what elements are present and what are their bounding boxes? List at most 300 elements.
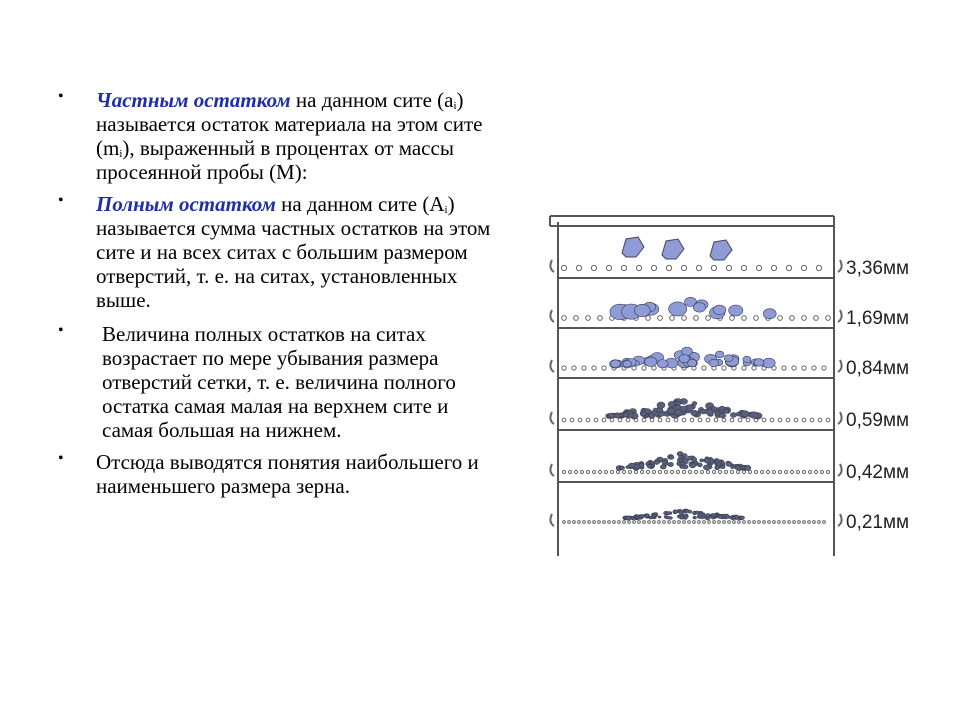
- mesh-hole: [783, 521, 786, 524]
- clamp-left: [550, 310, 554, 322]
- clamp-left: [550, 514, 554, 526]
- mesh-hole: [682, 470, 685, 473]
- mesh-hole: [818, 418, 822, 422]
- mesh-hole: [593, 521, 596, 524]
- mesh-hole: [618, 418, 622, 422]
- mesh-hole: [592, 366, 596, 370]
- mesh-hole: [742, 366, 746, 370]
- mesh-hole: [714, 418, 718, 422]
- grain: [754, 359, 764, 367]
- mesh-hole: [582, 366, 586, 370]
- sieve-size-label: 3,36мм: [846, 258, 910, 279]
- clamp-left: [550, 464, 554, 476]
- mesh-hole: [712, 470, 715, 473]
- mesh-hole: [756, 265, 761, 270]
- grain: [636, 516, 639, 518]
- mesh-hole: [723, 521, 726, 524]
- mesh-hole: [664, 470, 667, 473]
- grain: [652, 515, 656, 518]
- mesh-hole: [790, 316, 795, 321]
- grain: [647, 464, 652, 468]
- mesh-hole: [771, 265, 776, 270]
- mesh-hole: [722, 418, 726, 422]
- grain: [669, 517, 672, 520]
- clamp-right: [838, 260, 842, 272]
- bullet-full-residue: [58, 192, 498, 312]
- mesh-hole: [814, 316, 819, 321]
- mesh-hole: [570, 418, 574, 422]
- mesh-hole: [683, 521, 686, 524]
- mesh-hole: [736, 470, 739, 473]
- mesh-hole: [628, 470, 631, 473]
- mesh-hole: [808, 470, 811, 473]
- mesh-hole: [786, 418, 790, 422]
- grain: [679, 455, 683, 458]
- mesh-hole: [802, 366, 806, 370]
- mesh-hole: [738, 521, 741, 524]
- mesh-hole: [754, 470, 757, 473]
- mesh-hole: [632, 366, 636, 370]
- mesh-hole: [652, 470, 655, 473]
- grain: [719, 413, 725, 418]
- grain: [669, 302, 687, 316]
- mesh-hole: [673, 521, 676, 524]
- sieve-size-label: 0,59мм: [846, 410, 910, 431]
- bullet-partial-residue: [58, 88, 498, 184]
- sieve-stack-figure: [544, 206, 934, 562]
- mesh-hole: [666, 418, 670, 422]
- clamp-right: [838, 464, 842, 476]
- mesh-hole: [826, 418, 830, 422]
- grain: [698, 513, 703, 517]
- grain: [703, 465, 709, 470]
- mesh-hole: [784, 470, 787, 473]
- mesh-hole: [724, 470, 727, 473]
- text: ), выраженный в процентах от массы просеянной пробы (M):: [96, 136, 454, 184]
- mesh-hole: [742, 470, 745, 473]
- mesh-hole: [748, 521, 751, 524]
- mesh-hole: [580, 470, 583, 473]
- clamp-right: [838, 412, 842, 424]
- mesh-hole: [622, 470, 625, 473]
- mesh-hole: [573, 521, 576, 524]
- mesh-hole: [820, 470, 823, 473]
- mesh-hole: [604, 470, 607, 473]
- mesh-hole: [642, 418, 646, 422]
- grain: [682, 347, 693, 355]
- grain: [724, 355, 733, 362]
- mesh-hole: [608, 521, 611, 524]
- mesh-hole: [598, 470, 601, 473]
- grain: [679, 511, 684, 515]
- mesh-hole: [778, 470, 781, 473]
- grain: [730, 413, 736, 418]
- mesh-hole: [823, 521, 826, 524]
- mesh-hole: [698, 521, 701, 524]
- text: на данном сите (A: [275, 192, 445, 216]
- grain: [732, 516, 736, 519]
- mesh-hole: [591, 265, 596, 270]
- mesh-hole: [562, 418, 566, 422]
- mesh-hole: [681, 265, 686, 270]
- grain: [666, 512, 670, 515]
- mesh-hole: [628, 521, 631, 524]
- bullet-dot: •: [58, 322, 64, 339]
- grain: [662, 461, 666, 464]
- mesh-hole: [613, 521, 616, 524]
- mesh-hole: [633, 521, 636, 524]
- clamp-right: [838, 514, 842, 526]
- mesh-hole: [642, 366, 646, 370]
- grain: [721, 466, 725, 469]
- mesh-hole: [568, 521, 571, 524]
- mesh-hole: [814, 470, 817, 473]
- mesh-hole: [616, 470, 619, 473]
- mesh-hole: [706, 470, 709, 473]
- grain: [715, 351, 724, 358]
- text: ) называется остаток материала на этом сите (m: [96, 88, 483, 160]
- mesh-hole: [561, 265, 566, 270]
- mesh-hole: [576, 265, 581, 270]
- mesh-hole: [803, 521, 806, 524]
- mesh-hole: [802, 418, 806, 422]
- grain: [680, 516, 684, 519]
- grain: [685, 509, 689, 512]
- mesh-hole: [808, 521, 811, 524]
- mesh-hole: [562, 470, 565, 473]
- subscript: i: [444, 204, 448, 216]
- grain: [715, 515, 718, 517]
- mesh-hole: [733, 521, 736, 524]
- mesh-hole: [562, 316, 567, 321]
- mesh-hole: [623, 521, 626, 524]
- mesh-hole: [592, 470, 595, 473]
- clamp-left: [550, 412, 554, 424]
- mesh-hole: [568, 470, 571, 473]
- mesh-hole: [583, 521, 586, 524]
- grain: [685, 514, 688, 517]
- mesh-hole: [562, 366, 566, 370]
- mesh-hole: [818, 521, 821, 524]
- grain: [645, 515, 649, 518]
- mesh-hole: [802, 470, 805, 473]
- mesh-hole: [796, 470, 799, 473]
- clamp-left: [550, 360, 554, 372]
- clamp-left: [550, 260, 554, 272]
- grain: [657, 360, 668, 368]
- mesh-hole: [758, 521, 761, 524]
- mesh-hole: [603, 521, 606, 524]
- grain: [673, 510, 677, 513]
- term-partial-residue: Частным остатком: [96, 88, 291, 112]
- grain: [608, 413, 614, 418]
- mesh-hole: [816, 265, 821, 270]
- mesh-hole: [646, 470, 649, 473]
- mesh-hole: [762, 418, 766, 422]
- mesh-hole: [793, 521, 796, 524]
- grain: [709, 359, 719, 367]
- grain: [623, 361, 631, 367]
- bullet-grain-size: [58, 450, 498, 498]
- mesh-hole: [792, 366, 796, 370]
- mesh-hole: [706, 316, 711, 321]
- grain: [640, 514, 644, 517]
- subscript: i: [119, 148, 123, 160]
- grain: [639, 463, 644, 467]
- mesh-hole: [594, 418, 598, 422]
- mesh-hole: [706, 418, 710, 422]
- mesh-hole: [621, 265, 626, 270]
- sieve-size-label: 1,69мм: [846, 308, 910, 329]
- grain: [653, 408, 658, 412]
- mesh-hole: [741, 265, 746, 270]
- mesh-hole: [802, 316, 807, 321]
- grain: [610, 360, 620, 368]
- mesh-hole: [728, 521, 731, 524]
- mesh-hole: [690, 418, 694, 422]
- mesh-hole: [648, 521, 651, 524]
- grain: [681, 462, 685, 465]
- grain: [690, 463, 696, 468]
- mesh-hole: [790, 470, 793, 473]
- mesh-hole: [658, 418, 662, 422]
- mesh-hole: [708, 521, 711, 524]
- mesh-hole: [812, 366, 816, 370]
- grain: [676, 401, 681, 405]
- mesh-hole: [586, 316, 591, 321]
- mesh-hole: [730, 470, 733, 473]
- mesh-hole: [610, 418, 614, 422]
- mesh-hole: [748, 470, 751, 473]
- clamp-right: [838, 310, 842, 322]
- grain: [744, 465, 751, 470]
- grain: [662, 239, 684, 259]
- text: Отсюда выводятся понятия наибольшего и наименьшего размера зерна.: [96, 450, 479, 498]
- grain: [629, 463, 636, 468]
- mesh-hole: [693, 521, 696, 524]
- grain: [691, 410, 698, 415]
- mesh-hole: [678, 521, 681, 524]
- bullet-dot: •: [58, 450, 64, 467]
- mesh-hole: [778, 418, 782, 422]
- mesh-hole: [738, 418, 742, 422]
- mesh-hole: [636, 265, 641, 270]
- mesh-hole: [674, 418, 678, 422]
- mesh-hole: [688, 470, 691, 473]
- mesh-hole: [598, 316, 603, 321]
- grain: [623, 413, 628, 417]
- grain: [715, 411, 720, 415]
- text-content: [58, 88, 498, 506]
- mesh-hole: [574, 316, 579, 321]
- grain: [648, 414, 655, 419]
- bullet-residue-growth: [58, 322, 498, 442]
- grain: [710, 240, 732, 260]
- mesh-hole: [788, 521, 791, 524]
- mesh-hole: [574, 470, 577, 473]
- mesh-hole: [606, 265, 611, 270]
- mesh-hole: [773, 521, 776, 524]
- mesh-hole: [688, 521, 691, 524]
- mesh-hole: [826, 470, 829, 473]
- mesh-hole: [718, 470, 721, 473]
- mesh-hole: [822, 366, 826, 370]
- mesh-hole: [798, 521, 801, 524]
- mesh-hole: [778, 316, 783, 321]
- grain: [634, 304, 650, 316]
- grain: [626, 516, 631, 520]
- sieve-size-label: 0,42мм: [846, 462, 910, 483]
- mesh-hole: [810, 418, 814, 422]
- grain: [706, 514, 711, 518]
- mesh-hole: [653, 521, 656, 524]
- mesh-hole: [772, 470, 775, 473]
- mesh-hole: [713, 521, 716, 524]
- grain: [693, 516, 697, 519]
- grain: [657, 402, 665, 408]
- grain: [763, 309, 776, 319]
- grain: [697, 463, 702, 467]
- mesh-hole: [658, 470, 661, 473]
- mesh-hole: [666, 265, 671, 270]
- text: Величина полных остатков на ситах возрастает по мере убывания размера отверстий сетки, т. е. величина полного остатка самая малая на верхнем сите и самая большая на нижнем.: [102, 322, 456, 442]
- mesh-hole: [730, 316, 735, 321]
- bullet-dot: •: [58, 88, 64, 105]
- mesh-hole: [602, 418, 606, 422]
- mesh-hole: [743, 521, 746, 524]
- mesh-hole: [670, 316, 675, 321]
- sieve-size-label: 0,84мм: [846, 358, 910, 379]
- grain: [654, 460, 659, 464]
- grain: [713, 305, 726, 315]
- grain: [658, 516, 661, 518]
- mesh-hole: [626, 418, 630, 422]
- mesh-hole: [794, 418, 798, 422]
- mesh-hole: [586, 470, 589, 473]
- grain: [731, 466, 735, 469]
- mesh-hole: [658, 521, 661, 524]
- mesh-hole: [598, 521, 601, 524]
- grain: [645, 357, 657, 366]
- mesh-hole: [766, 470, 769, 473]
- mesh-hole: [694, 470, 697, 473]
- grain: [763, 358, 776, 368]
- mesh-hole: [722, 366, 726, 370]
- grain: [668, 401, 675, 406]
- grain: [692, 402, 697, 406]
- grain: [622, 237, 644, 257]
- grain: [650, 461, 654, 464]
- mesh-hole: [742, 316, 747, 321]
- mesh-hole: [700, 470, 703, 473]
- mesh-hole: [698, 418, 702, 422]
- mesh-hole: [778, 521, 781, 524]
- grain: [750, 412, 759, 419]
- mesh-hole: [763, 521, 766, 524]
- grain: [620, 466, 624, 469]
- mesh-hole: [602, 366, 606, 370]
- grain: [667, 408, 675, 414]
- mesh-hole: [718, 521, 721, 524]
- mesh-hole: [676, 470, 679, 473]
- mesh-hole: [770, 418, 774, 422]
- mesh-hole: [786, 265, 791, 270]
- mesh-hole: [586, 418, 590, 422]
- mesh-hole: [663, 521, 666, 524]
- grain: [712, 407, 717, 411]
- grain: [700, 459, 704, 462]
- mesh-hole: [563, 521, 566, 524]
- mesh-hole: [610, 470, 613, 473]
- mesh-hole: [572, 366, 576, 370]
- clamp-right: [838, 360, 842, 372]
- grain: [640, 411, 646, 416]
- mesh-hole: [703, 521, 706, 524]
- mesh-hole: [694, 316, 699, 321]
- grain: [743, 356, 751, 362]
- mesh-hole: [801, 265, 806, 270]
- mesh-hole: [726, 265, 731, 270]
- grain: [680, 406, 687, 411]
- bullet-dot: •: [58, 192, 64, 209]
- mesh-hole: [634, 470, 637, 473]
- grain: [687, 456, 692, 460]
- mesh-hole: [578, 521, 581, 524]
- grain: [704, 458, 710, 463]
- mesh-hole: [730, 418, 734, 422]
- grain: [740, 516, 744, 519]
- mesh-hole: [682, 316, 687, 321]
- mesh-hole: [746, 418, 750, 422]
- subscript: i: [453, 100, 457, 112]
- sieve-size-label: 0,21мм: [846, 512, 910, 533]
- mesh-hole: [813, 521, 816, 524]
- grain: [741, 411, 749, 417]
- mesh-hole: [643, 521, 646, 524]
- mesh-hole: [826, 316, 831, 321]
- text: на данном сите (a: [290, 88, 454, 112]
- grain: [668, 462, 673, 466]
- grain: [729, 305, 743, 316]
- mesh-hole: [640, 470, 643, 473]
- mesh-hole: [782, 366, 786, 370]
- grain: [679, 355, 690, 363]
- mesh-hole: [668, 521, 671, 524]
- mesh-hole: [754, 316, 759, 321]
- grain: [723, 409, 729, 413]
- grain: [693, 303, 705, 313]
- mesh-hole: [696, 265, 701, 270]
- mesh-hole: [588, 521, 591, 524]
- mesh-hole: [618, 521, 621, 524]
- term-full-residue: Полным остатком: [96, 192, 276, 216]
- mesh-hole: [651, 265, 656, 270]
- mesh-hole: [768, 521, 771, 524]
- mesh-hole: [638, 521, 641, 524]
- mesh-hole: [760, 470, 763, 473]
- text: ) называется сумма частных остатков на этом сите и на всех ситах с большим размером отверстий, т. е. на ситах, установленных выше.: [96, 192, 491, 312]
- mesh-hole: [670, 470, 673, 473]
- mesh-hole: [646, 316, 651, 321]
- mesh-hole: [753, 521, 756, 524]
- grain: [735, 465, 741, 470]
- mesh-hole: [658, 316, 663, 321]
- grain: [718, 515, 723, 518]
- mesh-hole: [578, 418, 582, 422]
- mesh-hole: [702, 366, 706, 370]
- grain: [669, 456, 674, 460]
- mesh-hole: [711, 265, 716, 270]
